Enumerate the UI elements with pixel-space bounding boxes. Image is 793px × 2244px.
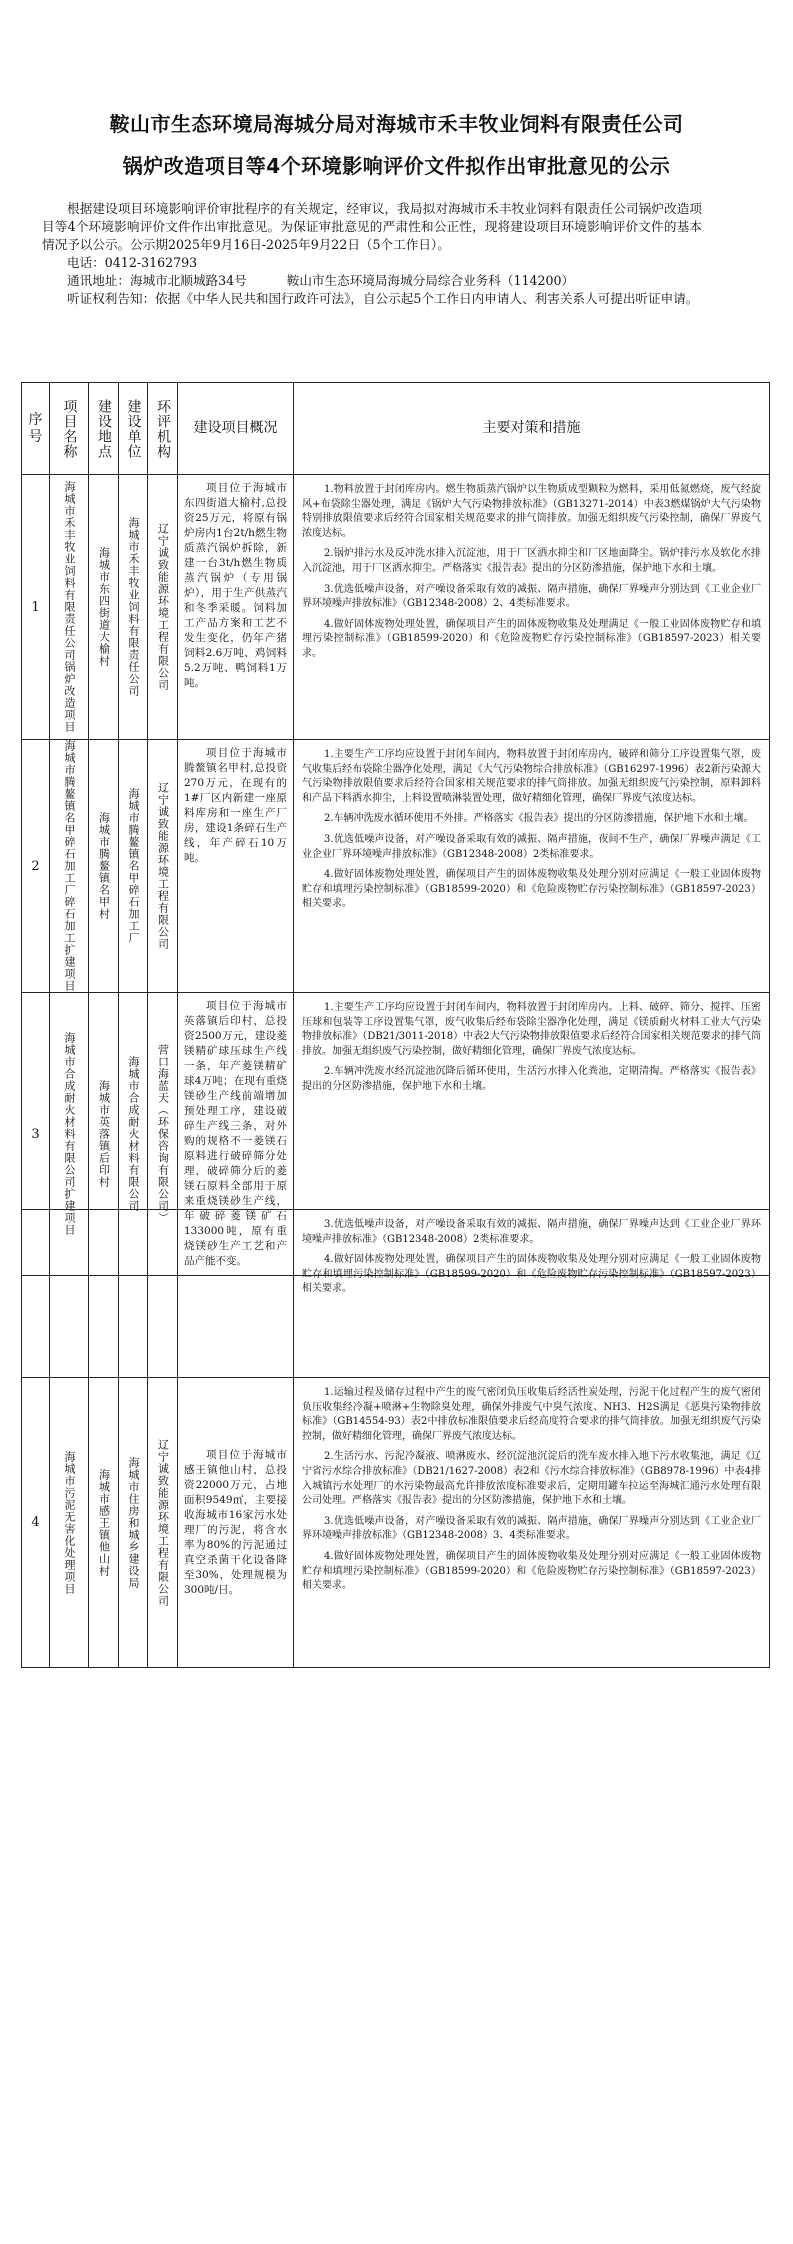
table-row [22,740,770,993]
row-overview-cell [178,1378,294,1668]
row-overview-cell [178,475,294,740]
row-location-cell [89,1378,119,1668]
header-no: 序号 [22,383,50,475]
header-agency: 环评机构 [148,383,178,475]
document-title-line-1: 鞍山市生态环境局海城分局对海城市禾丰牧业饲料有限责任公司 [109,112,684,136]
row-name: 海城市污泥无害化处理项目 [63,1450,76,1595]
row-overview-cell [178,740,294,993]
row-agency: 辽宁诚致能源环境工程有限公司 [156,1438,170,1607]
table-row-continuation [22,1210,770,1378]
measure-item: 1.运输过程及储存过程中产生的废气密闭负压收集后经活性炭处理，污泥干化过程产生的废气密闭负压收集经冷凝+喷淋+生物除臭处理，确保外排废气中臭气浓度、NH3、H2S满足《恶臭污染物排放标准》（GB14554-93）表2中排放标准限值要求后经高度符合要求的排气筒排放。加强无组织废气污染控制，做好精细化管理，确保厂界废气浓度达标。 [302,1387,761,1442]
header-name: 项目名称 [50,383,89,475]
row-agency-cell [148,1378,178,1668]
measure-item: 3.优选低噪声设备，对产噪设备采取有效的减振、隔声措施，夜间不生产，确保厂界噪声满足《工业企业厂界环境噪声排放标准》（GB12348-2008）2类标准要求。 [302,833,761,860]
row-agency: 辽宁诚致能源环境工程有限公司 [156,523,170,691]
row-unit: 海城市合成耐火材料有限公司 [127,1056,140,1212]
row-location: 海城市东四街道大榆村 [97,547,111,667]
row-location: 海城市英落镇后印村 [97,1080,111,1188]
row-measures-cell [294,1378,770,1668]
row-name: 海城市腾鳌镇名甲碎石加工厂碎石加工扩建项目 [63,740,76,992]
measure-item: 2.车辆冲洗废水经沉淀池沉降后循环使用，生活污水排入化粪池，定期清掏。严格落实《报告表》提出的分区防渗措施，保护地下水和土壤。 [302,1066,761,1092]
measure-item: 3.优选低噪声设备，对产噪设备采取有效的减振、隔声措施，确保厂界噪声达到《工业企业厂界环境噪声排放标准》（GB12348-2008）2类标准要求。 [302,1219,761,1245]
row-no: 3 [22,993,50,1276]
row-measures-cell [294,475,770,740]
row-measures-cell [294,740,770,993]
row-location: 海城市感王镇他山村 [97,1468,111,1577]
row-location: 海城市腾鳌镇名甲村 [97,812,111,920]
intro-section [42,200,702,308]
measure-item: 3.优选低噪声设备，对产噪设备采取有效的减振、隔声措施，确保厂界噪声分别达到《工业企业厂界环境噪声排放标准》（GB12348-2008）3、4类标准要求。 [302,1515,761,1542]
row-agency: 营口海蓝天（环保咨询有限公司） [156,1044,170,1224]
measure-item: 4.做好固体废物处理处置，确保项目产生的固体废物收集及处理分别对应满足《一般工业固体废物贮存和填埋污染控制标准》（GB18599-2020）和《危险废物贮存污染控制标准》（GB18597-2023）相关要求。 [302,869,761,910]
document-title-line-2: 锅炉改造项目等4个环境影响评价文件拟作出审批意见的公示 [122,154,671,178]
row-unit-cell [119,1378,148,1668]
projects-table-page-2 [21,1209,770,1668]
row-measures-cell [294,1210,770,1378]
measure-item: 2.锅炉排污水及反冲洗水排入沉淀池，用于厂区洒水抑尘和厂区地面降尘。锅炉排污水及软化水排入沉淀池，用于厂区洒水抑尘。严格落实《报告表》提出的分区防渗措施，保护地下水和土壤。 [302,548,761,574]
row-agency-cont [148,1210,178,1378]
header-location: 建设地点 [89,383,119,475]
row-location-cell [89,475,119,740]
row-agency-cell [148,475,178,740]
row-unit: 海城市腾鳌镇名甲碎石加工厂 [127,788,140,944]
contact-address: 通讯地址：海城市北顺城路34号 [67,273,247,288]
row-location-cont [89,1210,119,1378]
intro-paragraph: 根据建设项目环境影响评价审批程序的有关规定，经审议，我局拟对海城市禾丰牧业饲料有限责任公司锅炉改造项目等4个环境影响评价文件作出审批意见。为保证审批意见的严肃性和公正性，现将建设项目环境影响评价文件的基本情况予以公示。公示期2025年9月16日-2025年9月22日（5个工作日）。 [42,201,702,252]
row-overview-cont [178,1210,294,1378]
header-measures: 主要对策和措施 [294,383,770,475]
row-unit-cell [119,740,148,993]
measure-item: 2.生活污水、污泥冷凝液、喷淋废水、经沉淀池沉淀后的洗车废水排入地下污水收集池，满足《辽宁省污水综合排放标准》（DB21/1627-2008）表2和《污水综合排放标准》（GB8978-1996）中表4排入城镇污水处理厂的水污染物最高允许排放浓度标准要求后，定期用罐车拉运至海城汇通污水处理有限公司处理。严格落实《报告表》提出的分区防渗措施，保护地下水和土壤。 [302,1451,761,1507]
row-unit-cont [119,1210,148,1378]
table-row [22,475,770,740]
measure-item: 4.做好固体废物处理处置，确保项目产生的固体废物收集及处理分别对应满足《一般工业固体废物贮存和填埋污染控制标准》（GB18599-2020）和《危险废物贮存污染控制标准》（GB18597-2023）相关要求。 [302,1550,761,1592]
row-agency: 辽宁诚致能源环境工程有限公司 [156,782,170,950]
row-no-cont [22,1210,50,1378]
row-name: 海城市合成耐火材料有限公司扩建项目 [63,1032,76,1236]
measure-item: 4.做好固体废物处理处置，确保项目产生的固体废物收集及处理分别对应满足《一般工业固体废物贮存和填埋污染控制标准》（GB18599-2020）和《危险废物贮存污染控制标准》（GB18597-2023）相关要求。 [302,1254,761,1295]
projects-table-page-1 [21,382,770,1276]
row-name-cell [50,1378,89,1668]
hearing-notice: 听证权利告知：依据《中华人民共和国行政许可法》，自公示起5个工作日内申请人、利害关系人可提出听证申请。 [67,291,699,306]
row-name-cell [50,740,89,993]
row-unit: 海城市禾丰牧业饲料有限责任公司 [127,517,140,697]
row-no: 2 [22,740,50,993]
row-overview: 项目位于海城市感王镇他山村，总投资22000万元，占地面积9549㎡，主要接收海城市16家污水处理厂的污泥，将含水率为80%的污泥通过真空杀菌干化设备降至30%，处理规模为300吨/日。 [184,1448,287,1596]
row-location-cell [89,740,119,993]
row-name-cont [50,1210,89,1378]
row-agency-cell [148,740,178,993]
measure-item: 1.主要生产工序均应设置于封闭车间内，物料放置于封闭库房内。上料、破碎、筛分、搅拌、压密压球和包装等工序设置集气罩，废气收集后经布袋除尘器净化处理，满足《镁质耐火材料工业大气污染物排放标准》（DB21/3011-2018）中表2大气污染物排放限值要求后经符合国家相关规范要求的排气筒排放。加强无组织废气污染控制，做好精细化管理，确保厂界废气浓度达标。 [302,1002,761,1057]
measure-item: 2.车辆冲洗废水循环使用不外排。严格落实《报告表》提出的分区防渗措施，保护地下水和土壤。 [324,813,754,825]
contact-department: 鞍山市生态环境局海城分局综合业务科（114200） [286,273,575,288]
contact-phone: 电话：0412-3162793 [67,255,198,270]
measure-item: 1.主要生产工序均应设置于封闭车间内，物料放置于封闭库房内，破碎和筛分工序设置集气罩，废气收集后经布袋除尘器净化处理，满足《大气污染物综合排放标准》（GB16297-1996）表2新污染源大气污染物排放限值要求后经符合国家相关规范要求的排气筒排放。加强无组织废气污染控制，原料卸料和产品下料洒水抑尘，上料设置喷淋装置处理，做好精细化管理，确保厂界废气浓度达标。 [302,749,761,804]
row-no: 4 [22,1378,50,1668]
row-name-cell [50,475,89,740]
row-name: 海城市禾丰牧业饲料有限责任公司锅炉改造项目 [63,481,76,733]
row-no: 1 [22,475,50,740]
measure-item: 4.做好固体废物处理处置，确保项目产生的固体废物收集及处理满足《一般工业固体废物贮存和填埋污染控制标准》（GB18599-2020）和《危险废物贮存污染控制标准》（GB18597-2023）相关要求。 [302,618,761,659]
table-row [22,1378,770,1668]
row-overview: 项目位于海城市东四街道大榆村,总投资25万元，将原有锅炉房内1台2t/h燃生物质蒸汽锅炉拆除，新建一台3t/h燃生物质蒸汽锅炉（专用锅炉），用于生产供蒸汽和冬季采暖。饲料加工产品方案和工艺不发生变化，仍年产猪饲料2.6万吨、鸡饲料5.2万吨、鸭饲料1万吨。 [184,482,287,689]
row-overview: 项目位于海城市英落镇后印村，总投资2500万元，建设菱镁精矿球压球生产线一条，年产菱镁精矿球4万吨；在现有重烧镁砂生产线前端增加预处理工序，建设破碎生产线三条，对外购的规格不一菱镁石原料进行破碎筛分处理，破碎筛分后的菱镁石原料全部用于原来重烧镁砂生产线，年破碎菱镁矿石133000吨，原有重烧镁砂生产工艺和产品产能不变。 [184,1000,287,1267]
contact-address-row [42,272,702,290]
table-header-row [22,383,770,475]
measure-item: 1.物料放置于封闭库房内。燃生物质蒸汽锅炉以生物质成型颗粒为燃料，采用低氮燃烧，废气经旋风+布袋除尘器处理，满足《锅炉大气污染物排放标准》（GB13271-2014）中表3燃煤锅炉大气污染物特别排放限值要求后经符合国家相关规范要求的排气筒排放。加强无组织废气污染控制，确保厂界废气浓度达标。 [302,484,761,539]
row-overview: 项目位于海城市腾鳌镇名甲村,总投资270万元，在现有的1#厂区内新建一座原料库房和一座生产厂房，建设1条碎石生产线，年产碎石10万吨。 [184,747,287,864]
row-unit-cell [119,475,148,740]
measure-item: 3.优选低噪声设备，对产噪设备采取有效的减振、隔声措施，确保厂界噪声分别达到《工业企业厂界环境噪声排放标准》（GB12348-2008）2、4类标准要求。 [302,583,761,610]
row-unit: 海城市住房和城乡建设局 [127,1456,140,1589]
header-unit: 建设单位 [119,383,148,475]
header-overview: 建设项目概况 [178,383,294,475]
